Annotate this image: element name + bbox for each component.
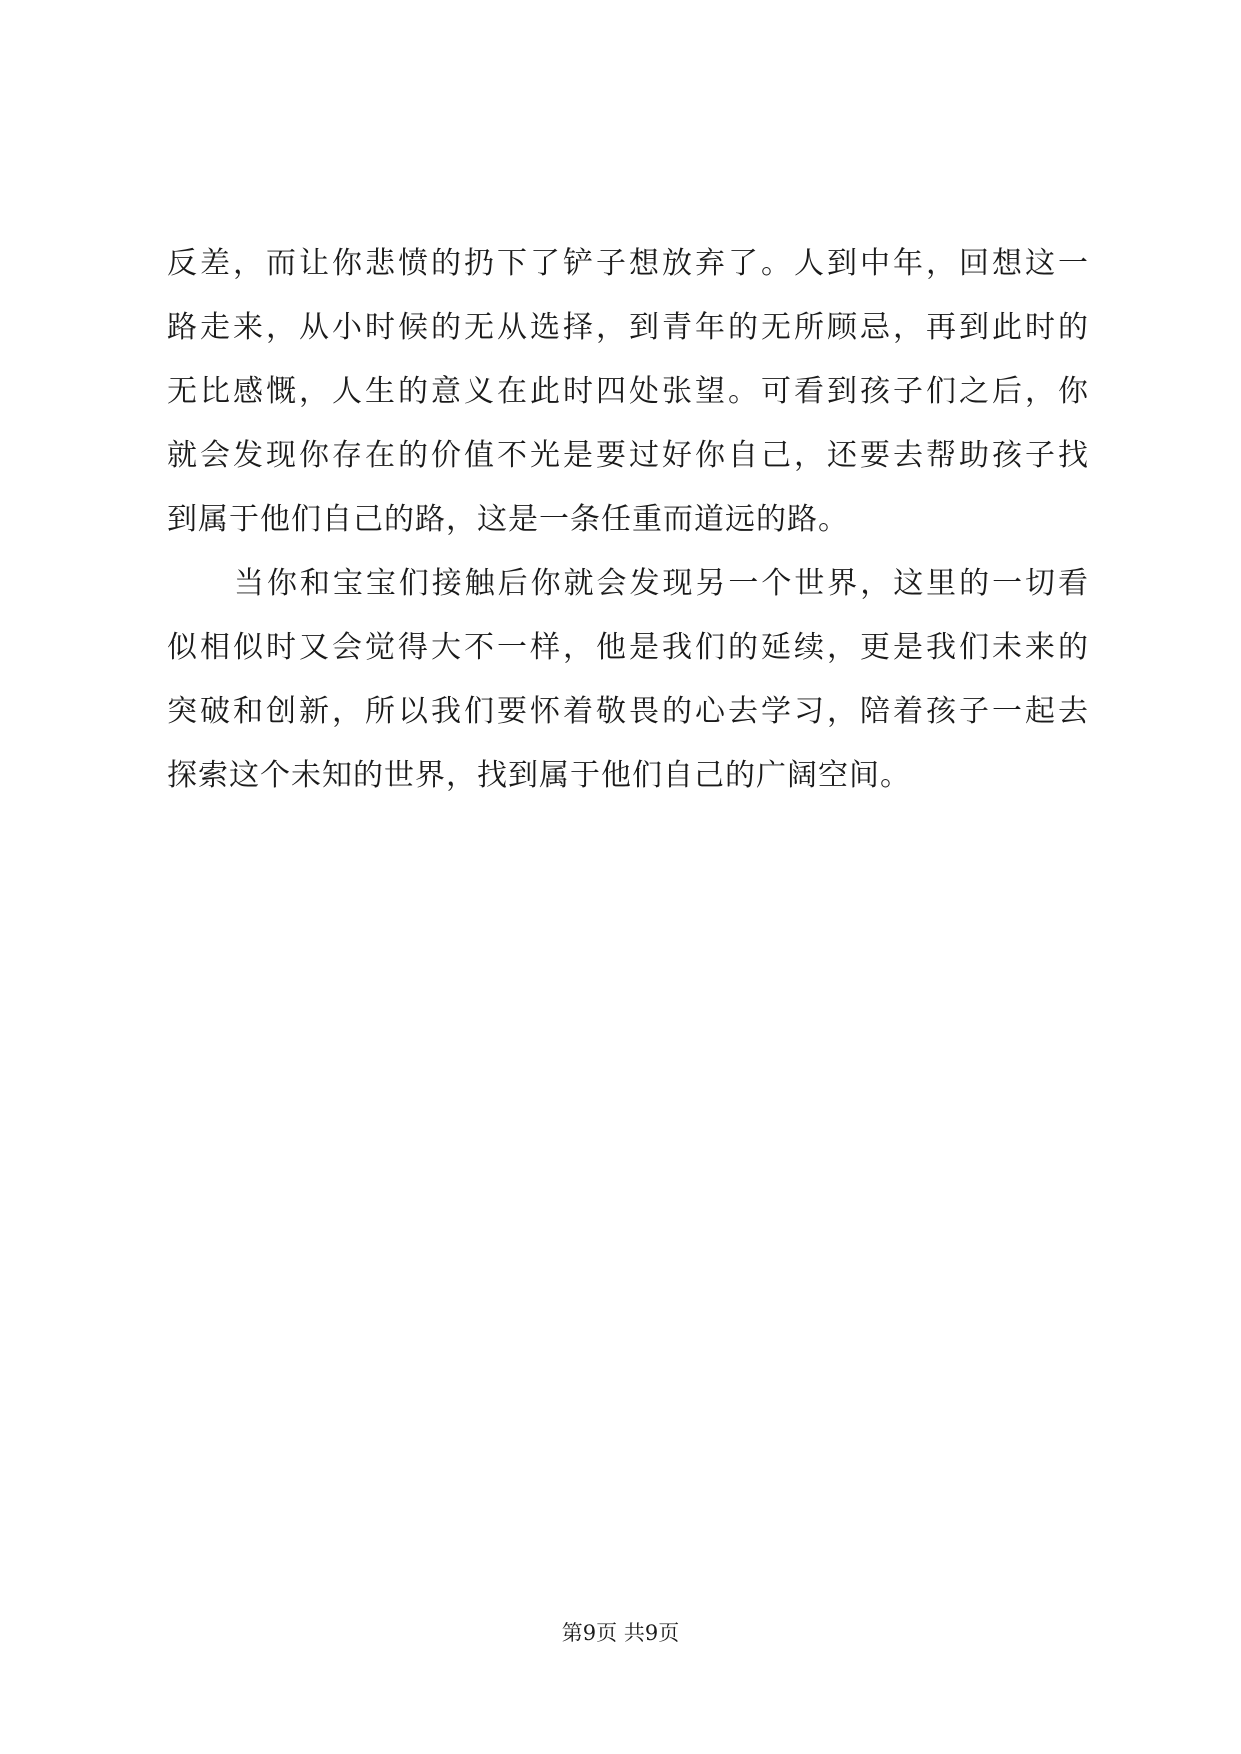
document-body (167, 232, 1089, 808)
page-number-footer: 第9页 共9页 (561, 1621, 680, 1645)
text-line: 似相似时又会觉得大不一样，他是我们的延续，更是我们未来的 (167, 630, 1089, 665)
paragraph-2 (167, 552, 1089, 808)
text-line: 就会发现你存在的价值不光是要过好你自己，还要去帮助孩子找 (167, 438, 1089, 473)
text-line: 当你和宝宝们接触后你就会发现另一个世界，这里的一切看 (234, 566, 1089, 601)
paragraph-1 (167, 232, 1089, 552)
text-line: 反差，而让你悲愤的扔下了铲子想放弃了。人到中年，回想这一 (167, 246, 1089, 281)
text-line: 突破和创新，所以我们要怀着敬畏的心去学习，陪着孩子一起去 (167, 694, 1089, 729)
text-line: 探索这个未知的世界，找到属于他们自己的广阔空间。 (167, 758, 911, 793)
text-line: 无比感慨，人生的意义在此时四处张望。可看到孩子们之后，你 (167, 374, 1089, 409)
text-line: 到属于他们自己的路，这是一条任重而道远的路。 (167, 502, 849, 537)
text-line: 路走来，从小时候的无从选择，到青年的无所顾忌，再到此时的 (167, 310, 1089, 345)
